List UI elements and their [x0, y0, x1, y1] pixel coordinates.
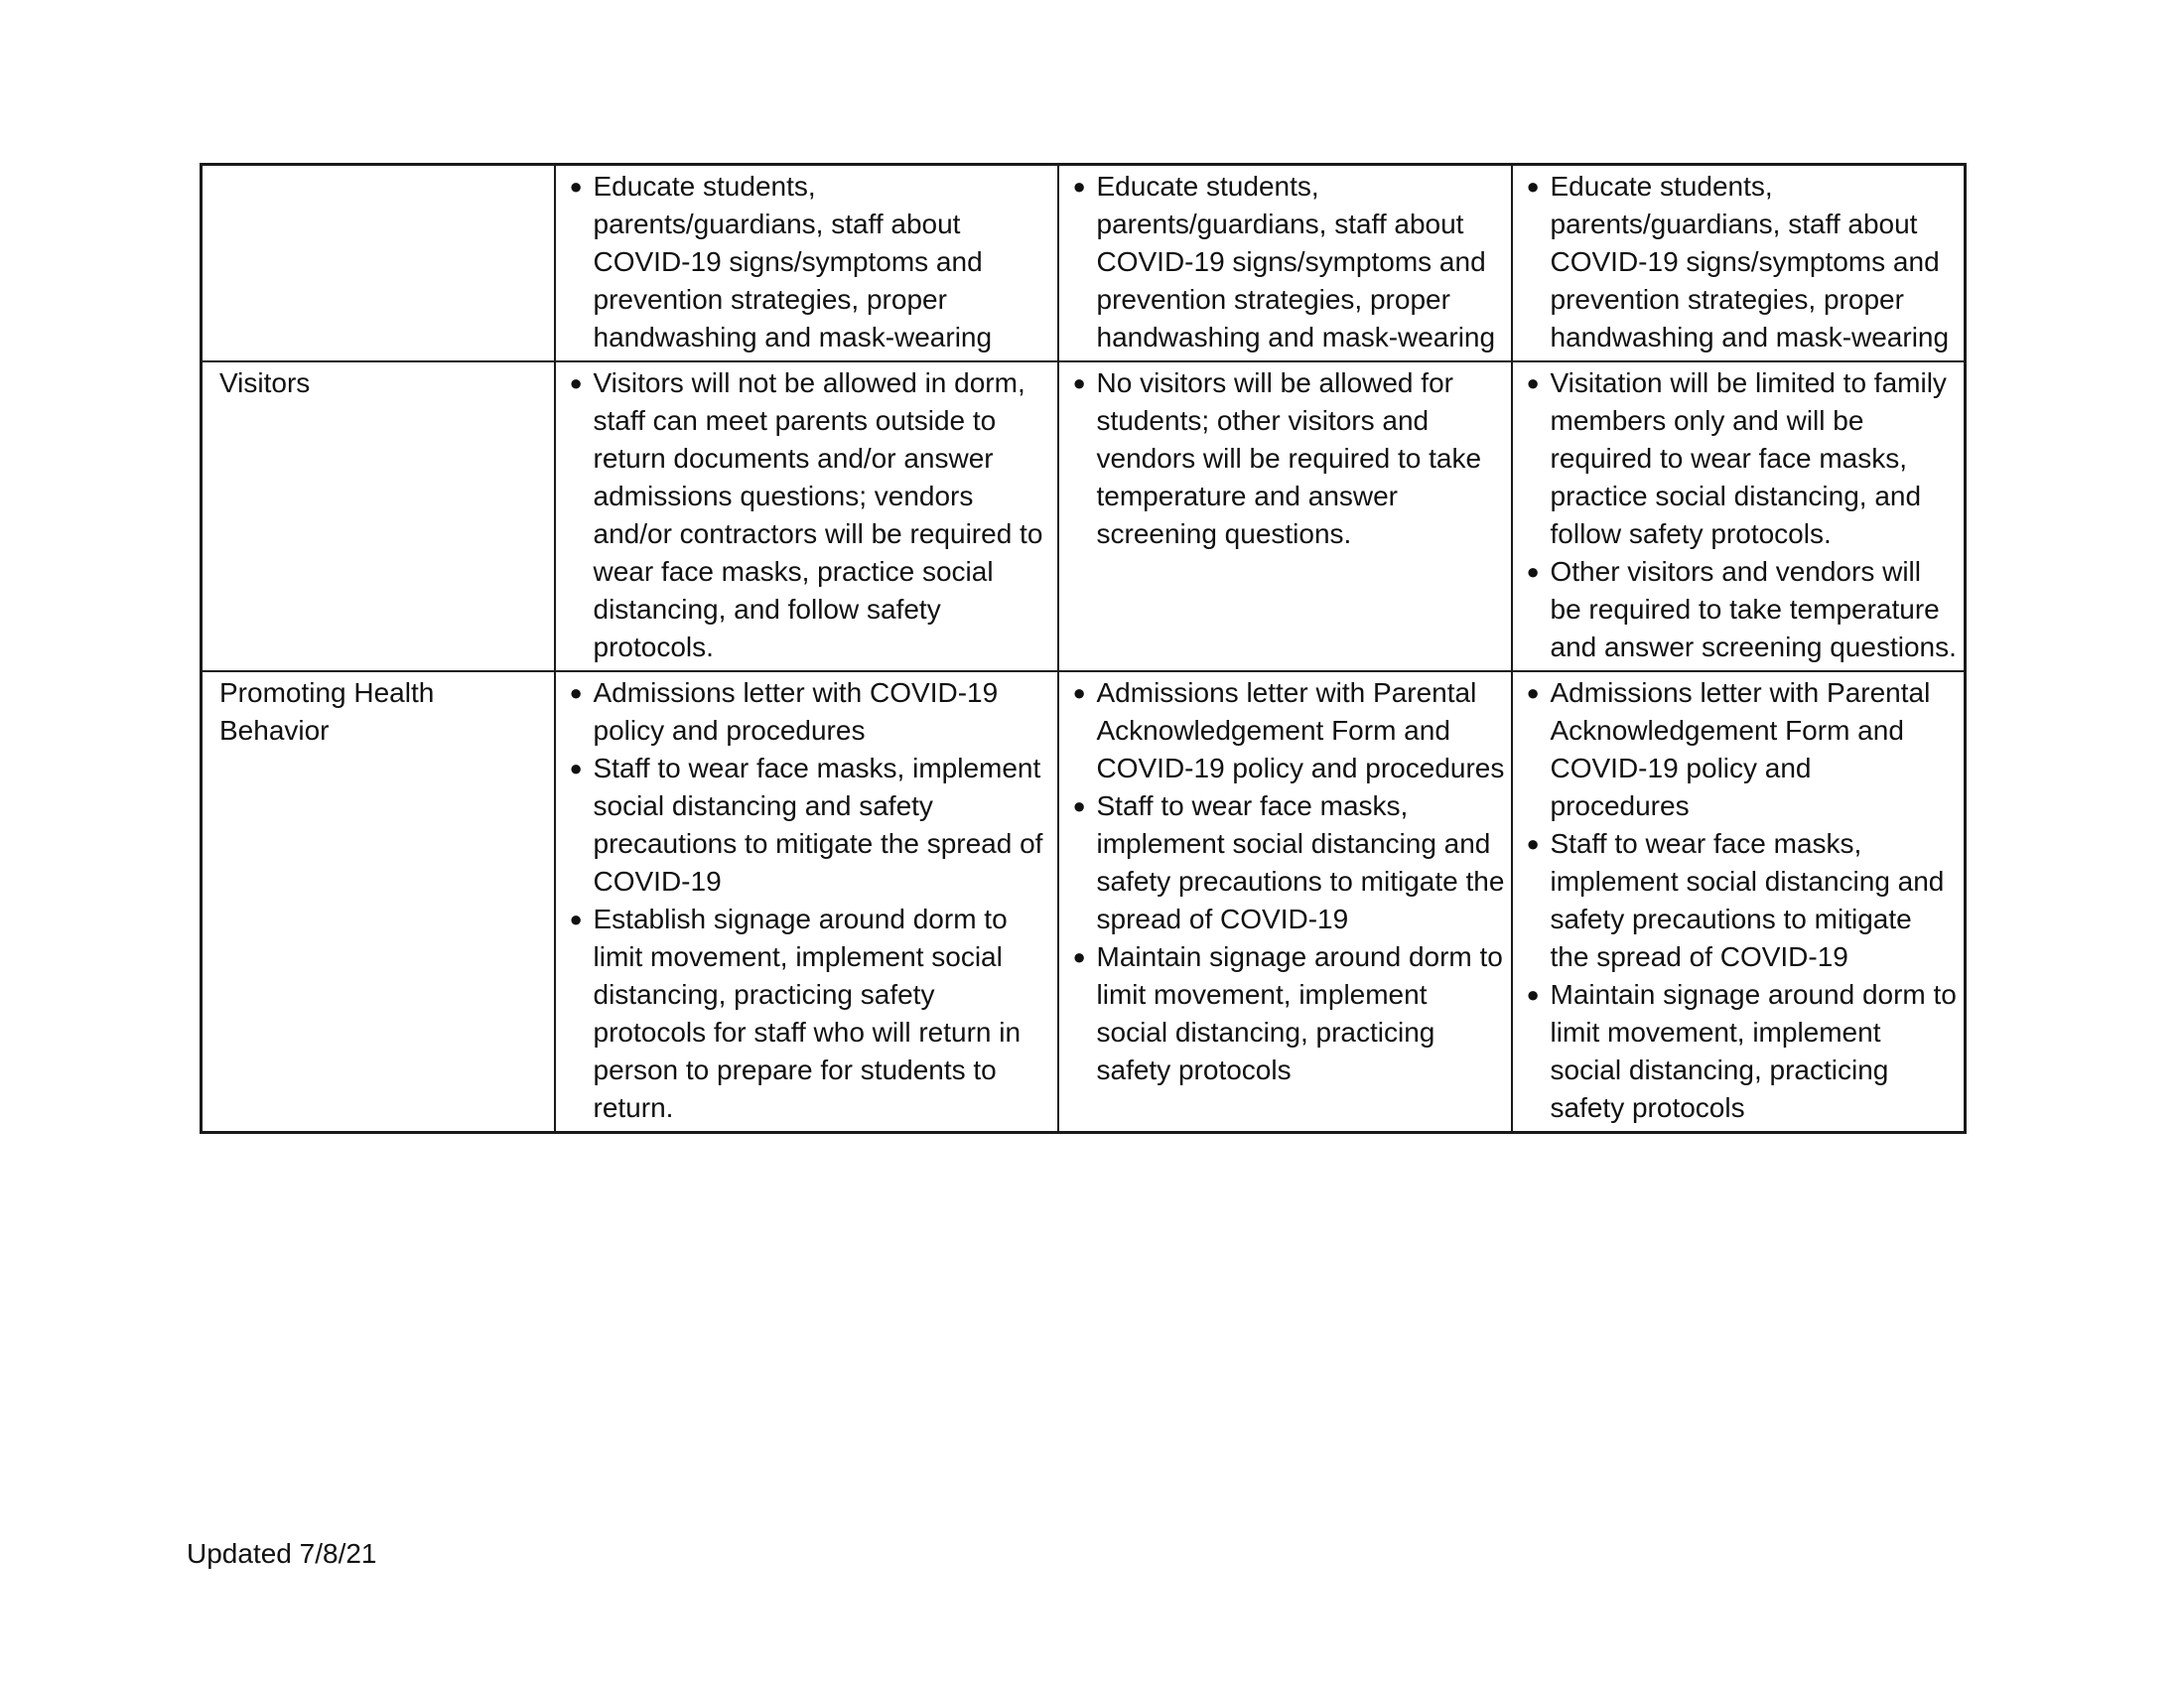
policy-table — [200, 163, 1967, 1134]
list-item: ● Admissions letter with Parental Acknowledgement Form and COVID-19 policy and procedures — [1527, 674, 1959, 825]
list-item: ● Visitation will be limited to family members only and will be required to wear face masks, practice social distancing, and follow safety protocols. — [1527, 364, 1959, 553]
bullet-list — [1527, 168, 1959, 356]
list-item: ● Admissions letter with COVID-19 policy and procedures — [570, 674, 1051, 750]
table-cell — [1058, 165, 1512, 362]
table-cell — [1512, 361, 1966, 671]
bullet-list — [1073, 364, 1505, 553]
table-row-education — [202, 165, 1966, 362]
bullet-list — [1073, 674, 1505, 1089]
bullet-list — [570, 364, 1051, 666]
table-cell — [555, 165, 1058, 362]
list-item: ● Educate students, parents/guardians, staff about COVID-19 signs/symptoms and prevention strategies, proper handwashing and mask-wearing — [1073, 168, 1505, 356]
row-label: Promoting Health Behavior — [202, 671, 555, 1133]
bullet-list — [1527, 674, 1959, 1127]
row-label — [202, 165, 555, 362]
list-item: ● Staff to wear face masks, implement social distancing and safety precautions to mitigate the spread of COVID-19 — [1527, 825, 1959, 976]
list-item: ● No visitors will be allowed for students; other visitors and vendors will be required to take temperature and answer screening questions. — [1073, 364, 1505, 553]
updated-date: Updated 7/8/21 — [187, 1538, 377, 1569]
list-item: ● Maintain signage around dorm to limit movement, implement social distancing, practicing safety protocols — [1073, 938, 1505, 1089]
table-cell — [555, 361, 1058, 671]
list-item: ● Establish signage around dorm to limit movement, implement social distancing, practicing safety protocols for staff who will return in person to prepare for students to return. — [570, 901, 1051, 1127]
row-label: Visitors — [202, 361, 555, 671]
bullet-list — [570, 168, 1051, 356]
list-item: ● Maintain signage around dorm to limit movement, implement social distancing, practicing safety protocols — [1527, 976, 1959, 1127]
list-item: ● Educate students, parents/guardians, staff about COVID-19 signs/symptoms and prevention strategies, proper handwashing and mask-wearing — [1527, 168, 1959, 356]
bullet-list — [1527, 364, 1959, 666]
list-item: ● Staff to wear face masks, implement social distancing and safety precautions to mitigate the spread of COVID-19 — [570, 750, 1051, 901]
table-cell — [1058, 671, 1512, 1133]
bullet-list — [1073, 168, 1505, 356]
table-row-visitors — [202, 361, 1966, 671]
list-item: ● Staff to wear face masks, implement social distancing and safety precautions to mitigate the spread of COVID-19 — [1073, 787, 1505, 938]
table-cell — [555, 671, 1058, 1133]
table-row-promoting-health — [202, 671, 1966, 1133]
table-cell — [1512, 165, 1966, 362]
table-cell — [1512, 671, 1966, 1133]
list-item: ● Visitors will not be allowed in dorm, staff can meet parents outside to return documents and/or answer admissions questions; vendors and/or contractors will be required to wear face masks, practice social distancing, and follow safety protocols. — [570, 364, 1051, 666]
list-item: ● Educate students, parents/guardians, staff about COVID-19 signs/symptoms and prevention strategies, proper handwashing and mask-wearing — [570, 168, 1051, 356]
bullet-list — [570, 674, 1051, 1127]
list-item: ● Other visitors and vendors will be required to take temperature and answer screening questions. — [1527, 553, 1959, 666]
list-item: ● Admissions letter with Parental Acknowledgement Form and COVID-19 policy and procedures — [1073, 674, 1505, 787]
table-cell — [1058, 361, 1512, 671]
